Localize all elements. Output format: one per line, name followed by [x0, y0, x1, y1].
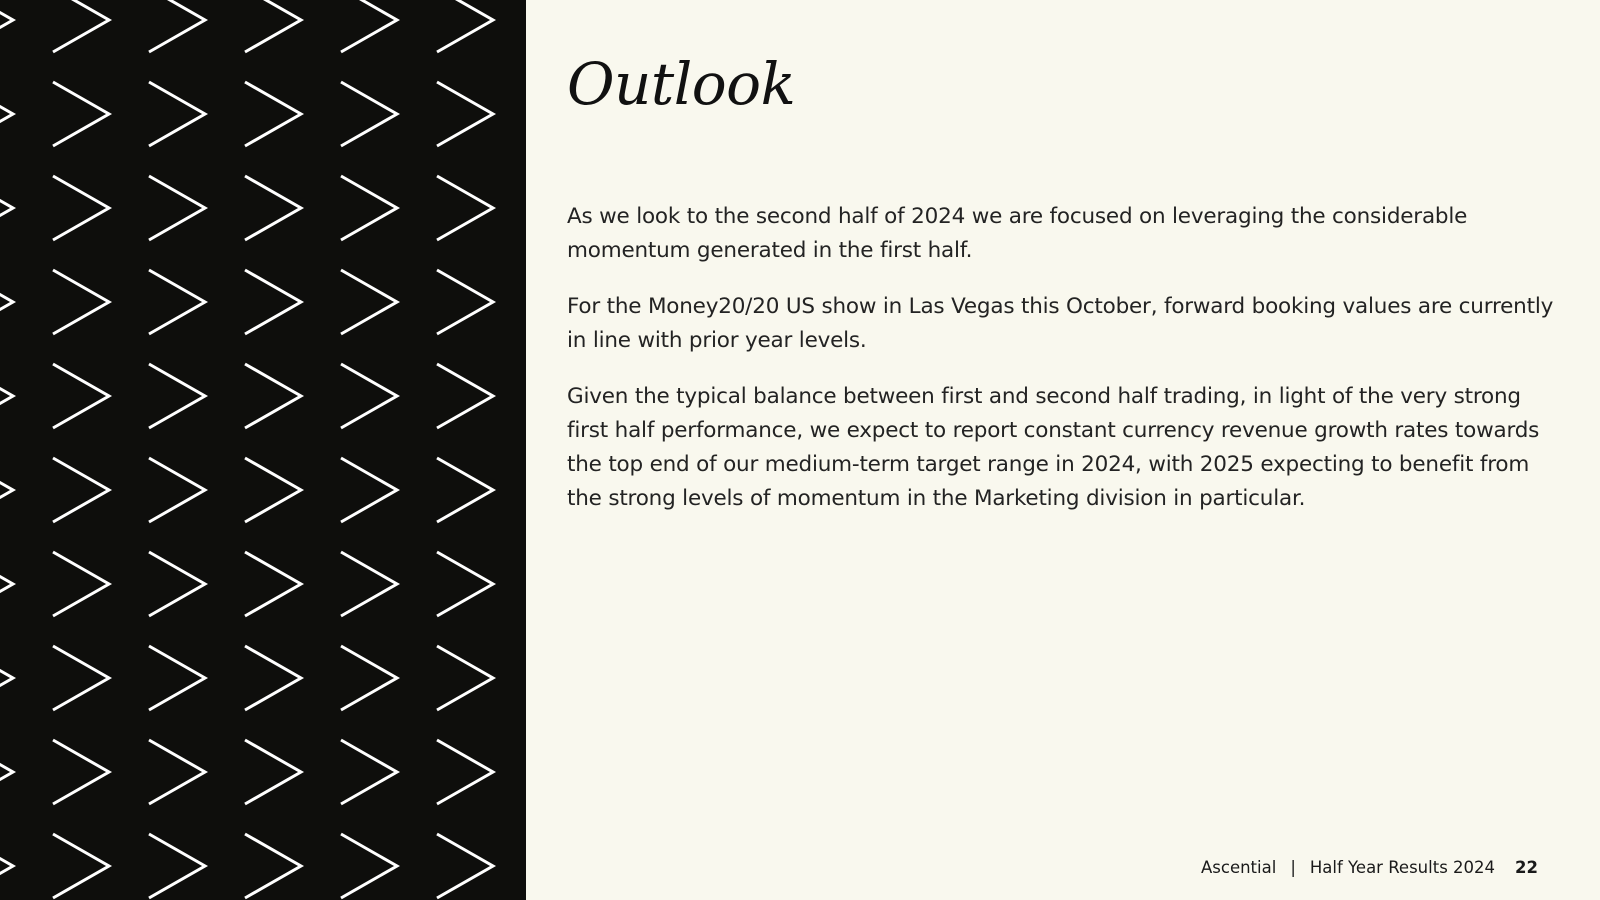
chevron-right-icon — [0, 646, 13, 710]
chevron-right-icon — [437, 0, 493, 52]
chevron-right-icon — [149, 646, 205, 710]
slide-content — [567, 0, 1567, 900]
chevron-right-icon — [53, 458, 109, 522]
chevron-right-icon — [341, 458, 397, 522]
chevron-right-icon — [0, 740, 13, 804]
chevron-right-icon — [341, 364, 397, 428]
chevron-right-icon — [341, 176, 397, 240]
chevron-right-icon — [0, 834, 13, 898]
chevron-right-icon — [437, 364, 493, 428]
chevron-right-icon — [53, 834, 109, 898]
chevron-right-icon — [245, 0, 301, 52]
chevron-right-icon — [245, 740, 301, 804]
chevron-right-icon — [53, 82, 109, 146]
chevron-right-icon — [437, 270, 493, 334]
chevron-right-icon — [341, 552, 397, 616]
chevron-right-icon — [0, 552, 13, 616]
chevron-right-icon — [245, 646, 301, 710]
chevron-right-icon — [149, 552, 205, 616]
chevron-pattern — [0, 0, 526, 900]
chevron-right-icon — [437, 646, 493, 710]
chevron-right-icon — [245, 364, 301, 428]
chevron-right-icon — [149, 740, 205, 804]
chevron-right-icon — [53, 364, 109, 428]
slide-title: Outlook — [567, 50, 796, 118]
chevron-right-icon — [53, 270, 109, 334]
chevron-right-icon — [245, 458, 301, 522]
chevron-right-icon — [53, 176, 109, 240]
chevron-right-icon — [0, 270, 13, 334]
chevron-right-icon — [149, 458, 205, 522]
chevron-right-icon — [341, 0, 397, 52]
paragraph-3: Given the typical balance between first and second half trading, in light of the very strong first half performance, we expect to report constant currency revenue growth rates towards the top end of our medium-term target range in 2024, with 2025 expecting to benefit from the strong levels of momentum in the Marketing division in particular. — [567, 384, 1540, 511]
chevron-right-icon — [341, 646, 397, 710]
chevron-right-icon — [0, 176, 13, 240]
footer-report-title: Half Year Results 2024 — [1309, 858, 1496, 877]
chevron-right-icon — [149, 0, 205, 52]
paragraph-1: As we look to the second half of 2024 we are focused on leveraging the considerable momentum generated in the first half. — [567, 204, 1468, 263]
chevron-right-icon — [341, 834, 397, 898]
footer-separator: | — [1290, 858, 1296, 877]
chevron-right-icon — [437, 740, 493, 804]
chevron-right-icon — [341, 740, 397, 804]
chevron-right-icon — [53, 646, 109, 710]
chevron-right-icon — [0, 458, 13, 522]
decorative-chevron-panel — [0, 0, 526, 900]
chevron-right-icon — [245, 270, 301, 334]
chevron-right-icon — [149, 176, 205, 240]
slide-body — [567, 200, 1557, 538]
chevron-right-icon — [149, 364, 205, 428]
chevron-right-icon — [149, 270, 205, 334]
chevron-right-icon — [0, 0, 13, 52]
chevron-right-icon — [245, 176, 301, 240]
slide-footer — [1201, 856, 1538, 880]
chevron-right-icon — [437, 82, 493, 146]
chevron-right-icon — [341, 270, 397, 334]
chevron-right-icon — [437, 176, 493, 240]
chevron-right-icon — [53, 552, 109, 616]
chevron-right-icon — [437, 458, 493, 522]
chevron-right-icon — [245, 82, 301, 146]
chevron-right-icon — [0, 364, 13, 428]
chevron-right-icon — [437, 552, 493, 616]
page-number: 22 — [1515, 858, 1538, 877]
paragraph-2: For the Money20/20 US show in Las Vegas this October, forward booking values are currently in line with prior year levels. — [567, 294, 1554, 353]
chevron-right-icon — [53, 0, 109, 52]
chevron-right-icon — [149, 834, 205, 898]
chevron-right-icon — [53, 740, 109, 804]
chevron-right-icon — [245, 552, 301, 616]
chevron-right-icon — [0, 82, 13, 146]
footer-company: Ascential — [1200, 858, 1277, 877]
chevron-right-icon — [437, 834, 493, 898]
chevron-right-icon — [245, 834, 301, 898]
chevron-right-icon — [341, 82, 397, 146]
chevron-right-icon — [149, 82, 205, 146]
